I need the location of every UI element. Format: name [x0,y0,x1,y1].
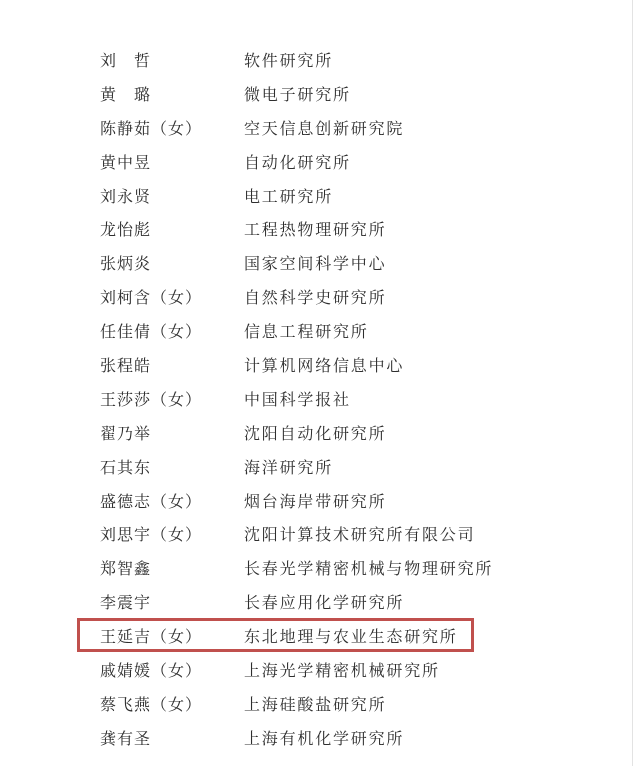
institution-name: 沈阳计算技术研究所有限公司 [244,527,476,545]
person-name: 刘 哲 [100,52,152,70]
person-name: 石其东 [100,459,152,477]
institution-name: 软件研究所 [244,52,334,70]
person-name: 王延吉（女） [100,629,203,647]
institution-name: 上海光学精密机械研究所 [244,662,440,680]
roster-row [0,316,632,350]
person-name: 王莎莎（女） [100,391,203,409]
institution-name: 沈阳自动化研究所 [244,425,387,443]
roster-row [0,113,632,147]
institution-name: 海洋研究所 [244,459,334,477]
institution-name: 国家空间科学中心 [244,256,387,274]
institution-name: 计算机网络信息中心 [244,357,405,375]
person-name: 盛德志（女） [100,493,203,511]
roster-row [0,45,632,79]
institution-name: 中国科学报社 [244,391,351,409]
roster-row [0,384,632,418]
institution-name: 上海有机化学研究所 [244,730,405,748]
person-name: 张程皓 [100,357,152,375]
roster-row [0,486,632,520]
roster-row [0,553,632,587]
roster-row [0,147,632,181]
roster-row [0,723,632,757]
institution-name: 信息工程研究所 [244,324,369,342]
institution-name: 微电子研究所 [244,86,351,104]
institution-name: 烟台海岸带研究所 [244,493,387,511]
roster-row [0,418,632,452]
roster-row [0,519,632,553]
institution-name: 工程热物理研究所 [244,222,387,240]
person-name: 张炳炎 [100,256,152,274]
person-name: 黄中昱 [100,154,152,172]
person-name: 黄 璐 [100,86,152,104]
institution-name: 上海硅酸盐研究所 [244,696,387,714]
person-name: 陈静茹（女） [100,120,203,138]
institution-name: 东北地理与农业生态研究所 [244,629,458,647]
institution-name: 电工研究所 [244,188,334,206]
person-name: 龚有圣 [100,730,152,748]
roster-row [0,282,632,316]
roster-row [0,214,632,248]
roster-row [0,452,632,486]
institution-name: 自动化研究所 [244,154,351,172]
person-name: 郑智鑫 [100,561,152,579]
roster-row [0,248,632,282]
person-name: 任佳倩（女） [100,324,203,342]
roster-list [0,45,632,757]
person-name: 李震宇 [100,595,152,613]
person-name: 龙怡彪 [100,222,152,240]
roster-row [0,587,632,621]
roster-row [0,689,632,723]
person-name: 翟乃举 [100,425,152,443]
institution-name: 长春光学精密机械与物理研究所 [244,561,494,579]
person-name: 戚婧媛（女） [100,662,203,680]
institution-name: 空天信息创新研究院 [244,120,405,138]
institution-name: 自然科学史研究所 [244,290,387,308]
roster-row [0,79,632,113]
roster-row [0,621,632,655]
institution-name: 长春应用化学研究所 [244,595,405,613]
person-name: 刘思宇（女） [100,527,203,545]
roster-row [0,655,632,689]
person-name: 刘柯含（女） [100,290,203,308]
person-name: 刘永贤 [100,188,152,206]
roster-row [0,350,632,384]
roster-row [0,181,632,215]
person-name: 蔡飞燕（女） [100,696,203,714]
